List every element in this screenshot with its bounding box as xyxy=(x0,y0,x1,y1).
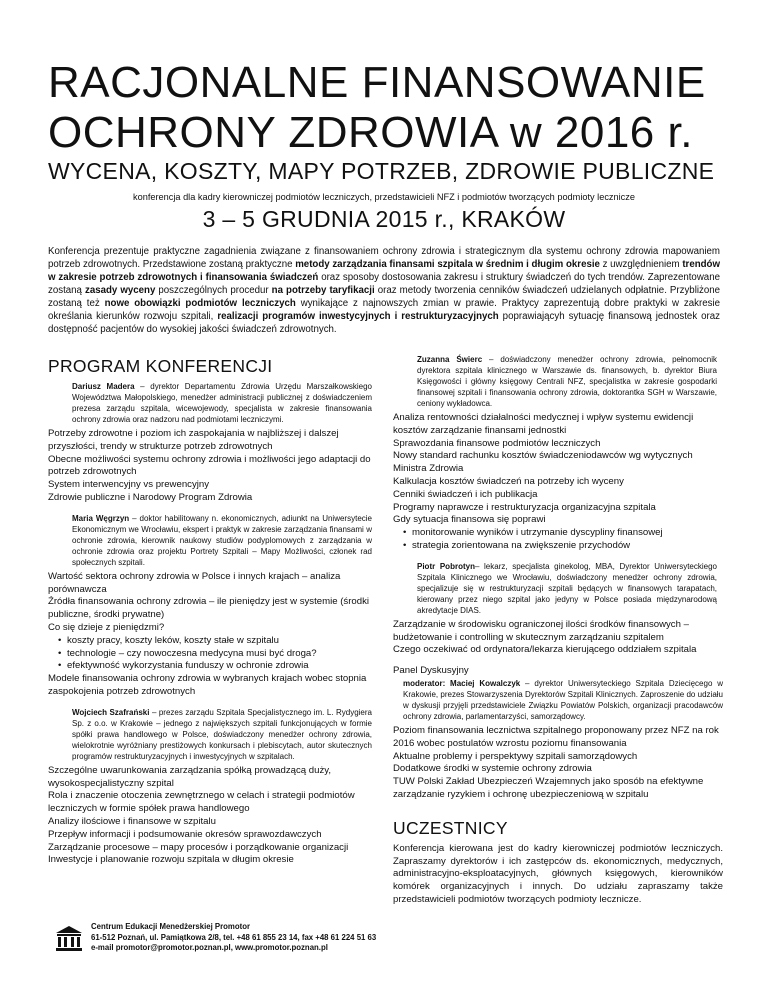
panel-moderator xyxy=(393,678,723,722)
intro-text: Konferencja prezentuje praktyczne zagadnienia związane z finansowaniem ochrony zdrowia i strategicznym dla systemu ochrony zdrowia mapowaniem potrzeb zdrowotnych. Przedstawione zostaną praktyczne xyxy=(48,246,720,270)
speaker-description: – doktor habilitowany n. ekonomicznych, adiunkt na Uniwersytecie Ekonomicznym we Wrocławiu, ekspert i praktyk w zakresie zarządzania finansami w ochronie zdrowia, kierownik naukowy studiów podyplomowych z zarządzania w ochronie zdrowia oraz projektu Portrety Szpitali – Mapy Możliwości, członek rad społecznych szpitali. xyxy=(72,513,372,567)
speaker-bio xyxy=(48,381,378,425)
participants-heading: UCZESTNICY xyxy=(393,817,508,838)
speaker-description: – doświadczony menedżer ochrony zdrowia, pełnomocnik dyrektora szpitala klinicznego w Warszawie ds. finansowych, b. dyrektor Biura Księgowości i główny księgowy Centrali NFZ, specjalistka w zakresie gospodarki finansowej szpitali i finansowania ochrony zdrowia, doktorantka SGH w Warszawie, ceniony wykładowca. xyxy=(417,355,717,408)
program-item: Kalkulacja kosztów świadczeń na potrzeby ich wyceny xyxy=(393,475,624,487)
building-columns-icon xyxy=(55,924,83,952)
speaker-name: Piotr Pobrotyn xyxy=(417,561,475,571)
program-item: Zdrowie publiczne i Narodowy Program Zdrowia xyxy=(48,491,253,503)
program-item: Cenniki świadczeń i ich publikacja xyxy=(393,488,538,500)
speaker-bio xyxy=(48,513,378,568)
audience-line: konferencja dla kadry kierowniczej podmiotów leczniczych, przedstawicieli NFZ i podmiotów tworzących podmioty lecznicze xyxy=(133,192,635,202)
program-item: Modele finansowania ochrony zdrowia w wybranych krajach wobec stopnia zaspokojenia potrzeb zdrowotnych xyxy=(48,673,367,697)
program-item: Gdy sytuacja finansowa się poprawi xyxy=(393,514,546,526)
program-item: Analizy ilościowe i finansowe w szpitalu xyxy=(48,815,216,827)
title-line-2: OCHRONY ZDROWIA w 2016 r. xyxy=(48,108,693,157)
speaker-name: Wojciech Szafrański xyxy=(72,707,150,717)
program-item: Potrzeby zdrowotne i poziom ich zaspokajania w najbliższej i dalszej przyszłości, trendy w strukturze potrzeb zdrowotnych xyxy=(48,428,339,452)
bullet-item: • koszty pracy, koszty leków, koszty stałe w szpitalu xyxy=(48,635,378,648)
program-item: Rola i znaczenie otoczenia zewnętrznego w celach i strategii podmiotów leczniczych w formie spółek prawa handlowego xyxy=(48,790,355,815)
subtitle: WYCENA, KOSZTY, MAPY POTRZEB, ZDROWIE PUBLICZNE xyxy=(48,158,715,184)
speaker-description: – prezes zarządu Szpitala Specjalistycznego im. L. Rydygiera Sp. z o.o. w Krakowie – jednego z największych szpitali funkcjonujących w formie spółki prawa handlowego w Polsce, doświadczony menedżer ochrony zdrowia, wielokrotnie wyróżniany prestiżowych konkursach i plebiscytach, autor skutecznych programów restrukturyzacyjnych i inwestycyjnych w szpitalach. xyxy=(72,707,372,761)
intro-bold: zasady wyceny xyxy=(84,285,156,296)
footer-contact: e-mail promotor@promotor.poznan.pl, www.promotor.poznan.pl xyxy=(91,943,328,952)
intro-text: oraz sposoby dostosowania zakresu i struktury świadczeń do tych trendów. Zaprezentowane zostaną xyxy=(48,272,720,296)
intro-bold: metody zarządzania finansami szpitala w średnim i długim okresie xyxy=(295,259,600,270)
program-item: Szczególne uwarunkowania zarządzania spółką prowadzącą duży, wysokospecjalistyczny szpital xyxy=(48,764,332,789)
speaker-description: – lekarz, specjalista ginekolog, MBA, Dyrektor Uniwersyteckiego Szpitala Klinicznego we Wrocławiu, doświadczony menedżer ochrony zdrowia, specjalizuje się w restrukturyzacji szpitali będących w finansowych tarapatach, kierowany przez niego szpital jako jedyny w Polsce posiada międzynarodową akredytacje DIAS. xyxy=(417,561,717,615)
program-item: Dodatkowe środki w systemie ochrony zdrowia xyxy=(393,763,592,775)
intro-text: poprawiającyh sytuację finansową jednostek oraz dostępność pacjentów do wysokiej jakości świadczeń zdrowotnych. xyxy=(48,311,720,335)
program-heading: PROGRAM KONFERENCJI xyxy=(48,356,273,376)
title-line-1: RACJONALNE FINANSOWANIE xyxy=(48,58,706,107)
intro-text: wynikające z najnowszych zmian w prawie. Praktycy zaprezentują dobre praktyki w zakresie określania kierunków rozwoju szpitali, xyxy=(48,298,720,322)
program-item: Wartość sektora ochrony zdrowia w Polsce i innych krajach – analiza porównawcza xyxy=(48,570,341,595)
bullet-item: • strategia zorientowana na zwiększenie przychodów xyxy=(393,540,723,553)
speaker-bio xyxy=(393,354,723,409)
participants-text: Konferencja kierowana jest do kadry kierowniczej podmiotów leczniczych. Zapraszamy dyrektorów i ich zastępców ds. ekonomicznych, medycznych, administracyjno-eksploatacyjnych, głównych księgowych, kierowników komórek organizacyjnych i innych. Do udziału zapraszamy także przedstawicieli podmiotów tworzących podmioty lecznicze. xyxy=(393,842,723,905)
bullet-item: • efektywność wykorzystania funduszy w ochronie zdrowia xyxy=(48,660,378,673)
program-item: Aktualne problemy i perspektywy szpitali samorządowych xyxy=(393,750,638,762)
panel-label: Panel Dyskusyjny xyxy=(393,665,469,677)
footer-text xyxy=(91,922,376,954)
program-item: Poziom finansowania lecznictwa szpitalnego proponowany przez NFZ na rok 2016 wobec postulatów wzrostu poziomu finansowania xyxy=(393,724,719,749)
speaker-name: Zuzanna Świerc xyxy=(417,355,483,364)
program-column-right xyxy=(393,354,723,907)
footer-org: Centrum Edukacji Menedżerskiej Promotor xyxy=(91,922,251,931)
speaker-name: Dariusz Madera xyxy=(72,382,135,391)
intro-text: oraz metody tworzenia cenników świadczeń udzielanych odpłatnie. Przybliżone zostaną też xyxy=(48,285,721,309)
program-item: System interwencyjny vs prewencyjny xyxy=(48,479,210,491)
program-item: Zarządzanie w środowisku ograniczonej ilości środków finansowych – budżetowanie i controlling w skutecznym zarządzaniu szpitalem xyxy=(393,618,689,643)
program-item: Programy naprawcze i restrukturyzacja organizacyjna szpitala xyxy=(393,501,656,513)
moderator-description: – dyrektor Uniwersyteckiego Szpitala Dziecięcego w Krakowie, prezes Stowarzyszenia Dyrektorów Szpitali Klinicznych. Zaproszenie do udziału w dyskusji przyjęli przedstawiciele Związku Powiatów Polskich, organizacji pracodawców ochrony zdrowia, parlamentarzyści, samorządowcy. xyxy=(403,678,723,721)
program-item: Inwestycje i planowanie rozwoju szpitala w długim okresie xyxy=(48,854,294,866)
program-item: Zarządzanie procesowe – mapy procesów i porządkowanie organizacji xyxy=(48,841,349,853)
program-item: Nowy standard rachunku kosztów świadczeniodawców wg wytycznych Ministra Zdrowia xyxy=(393,450,693,475)
program-item: TUW Polski Zakład Ubezpieczeń Wzajemnych jako sposób na efektywne zarządzanie ryzykiem i ochronę ubezpieczeniową w szpitalu xyxy=(393,776,704,800)
intro-bold: realizacji programów inwestycyjnych i restrukturyzacyjnych xyxy=(217,311,499,322)
intro-paragraph xyxy=(48,245,720,336)
footer-address: 61-512 Poznań, ul. Pamiątkowa 2/8, tel. +48 61 855 23 14, fax +48 61 224 51 63 xyxy=(91,932,377,942)
program-item: Obecne możliwości systemu ochrony zdrowia i możliwości jego adaptacji do potrzeb zdrowotnych xyxy=(48,453,371,478)
intro-bold: na potrzeby taryfikacji xyxy=(271,285,375,296)
program-column-left xyxy=(48,356,378,867)
page-title xyxy=(48,58,706,158)
program-item: Przepływ informacji i podsumowanie okresów sprawozdawczych xyxy=(48,828,322,840)
intro-bold: trendów w zakresie potrzeb zdrowotnych i finansowania świadczeń xyxy=(48,259,720,283)
program-item: Czego oczekiwać od ordynatora/lekarza kierującego oddziałem szpitala xyxy=(393,644,697,656)
event-date: 3 – 5 GRUDNIA 2015 r., KRAKÓW xyxy=(202,206,566,232)
speaker-bio xyxy=(393,561,723,616)
speaker-name: Maria Węgrzyn xyxy=(72,513,130,523)
bullet-item: • technologie – czy nowoczesna medycyna musi być droga? xyxy=(48,648,378,661)
program-item: Co się dzieje z pieniędzmi? xyxy=(48,621,165,633)
intro-bold: nowe obowiązki podmiotów leczniczych xyxy=(104,298,296,309)
program-item: Analiza rentowności działalności medycznej i wpływ systemu ewidencji kosztów zarządzanie finansami jednostki xyxy=(393,412,694,436)
speaker-bio xyxy=(48,707,378,762)
program-item: Źródła finansowania ochrony zdrowia – ile pieniędzy jest w systemie (środki publiczne, środki prywatne) xyxy=(48,596,370,621)
program-item: Sprawozdania finansowe podmiotów leczniczych xyxy=(393,437,601,449)
speaker-description: – dyrektor Departamentu Zdrowia Urzędu Marszałkowskiego Województwa Małopolskiego, menedżer administracji publicznej z doświadczeniem prezesa zarządu szpitala, wicewojewody, specjalista w zakresie finansowania ochrony zdrowia oraz nadzoru nad podmiotami leczniczymi. xyxy=(72,382,372,424)
intro-text: poszczególnych procedur xyxy=(155,285,272,296)
intro-text: z uwzględnieniem xyxy=(599,259,683,270)
footer xyxy=(55,914,385,954)
moderator-name: moderator: Maciej Kowalczyk xyxy=(403,678,521,688)
bullet-item: • monitorowanie wyników i utrzymanie dyscypliny finansowej xyxy=(393,527,723,540)
